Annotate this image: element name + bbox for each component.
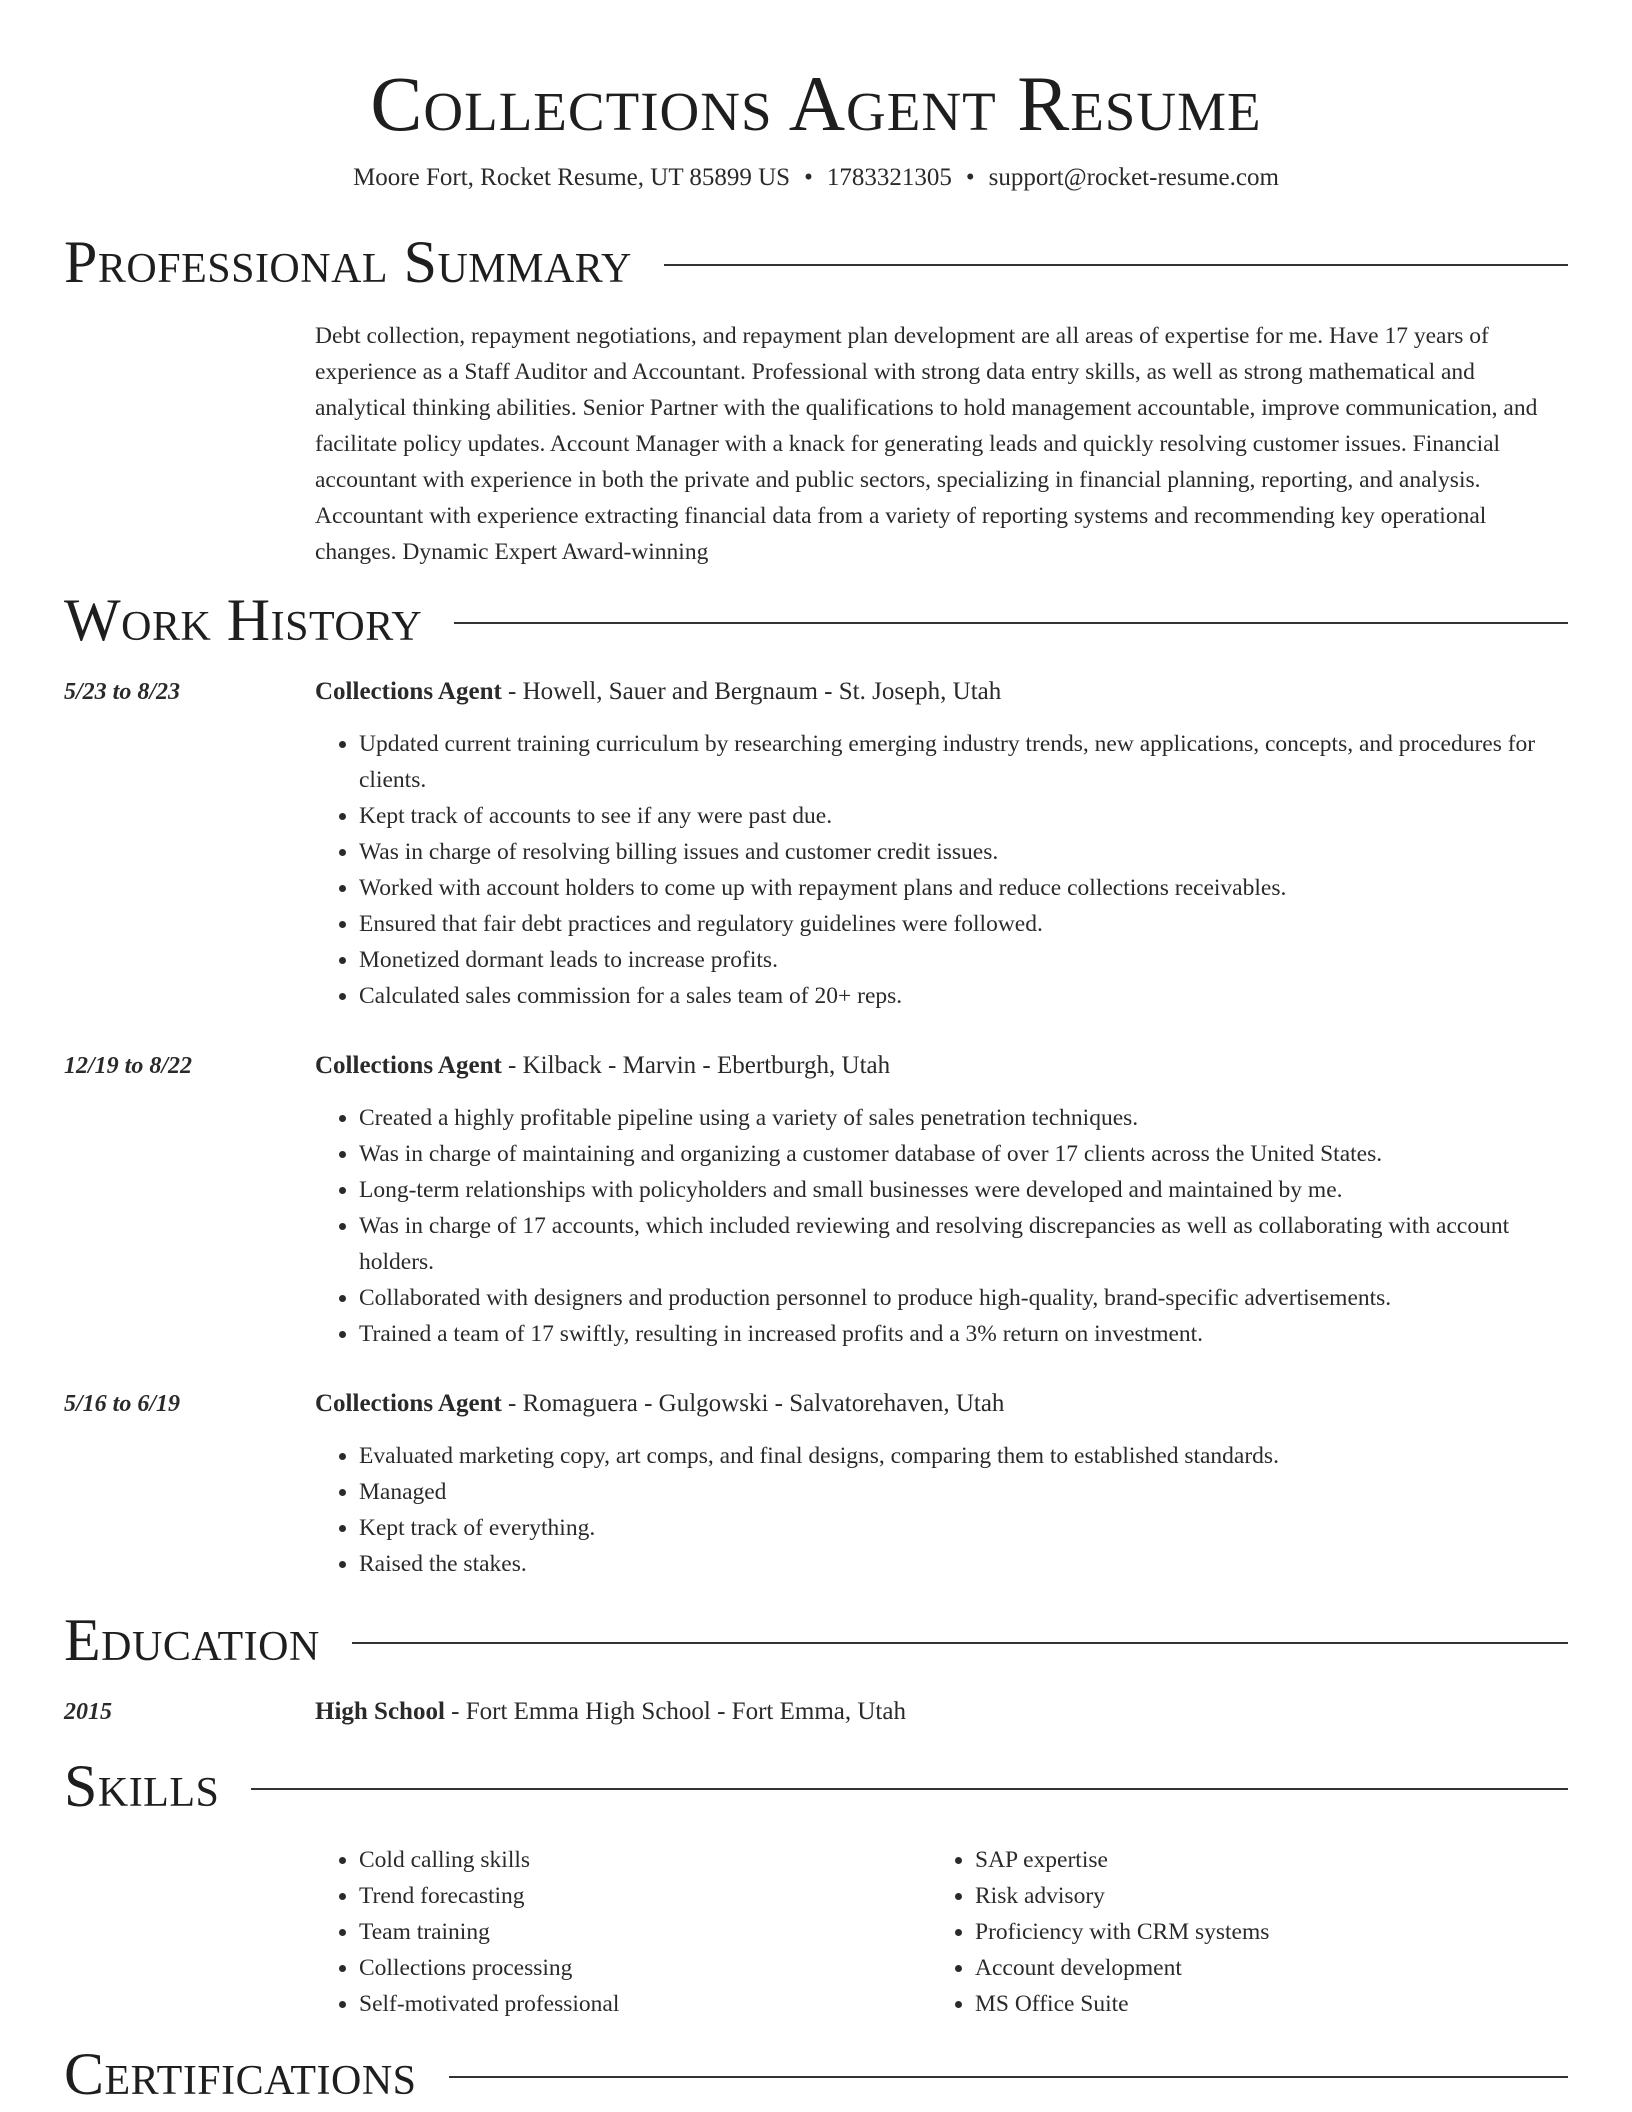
education-year: 2015 bbox=[64, 1699, 112, 1725]
skill-item: • Cold calling skills bbox=[359, 1842, 931, 1878]
list-item: • Was in charge of resolving billing issues and customer credit issues. bbox=[359, 834, 1568, 870]
job-title: Collections Agent bbox=[315, 1052, 502, 1079]
section-header-skills bbox=[64, 1754, 1568, 1818]
skill-item: • Account development bbox=[975, 1950, 1535, 1986]
job-dates: 5/23 to 8/23 bbox=[64, 679, 181, 705]
job-entry bbox=[64, 1386, 1568, 1582]
section-header-certifications bbox=[64, 2042, 1568, 2106]
section-title-summary: Professional Summary bbox=[64, 229, 632, 295]
skill-item: • Risk advisory bbox=[975, 1878, 1535, 1914]
skill-item: • SAP expertise bbox=[975, 1842, 1535, 1878]
job-dates: 5/16 to 6/19 bbox=[64, 1391, 181, 1417]
job-heading bbox=[315, 1386, 1568, 1422]
education-row bbox=[64, 1694, 1568, 1730]
skill-item: • Trend forecasting bbox=[359, 1878, 931, 1914]
section-divider bbox=[664, 264, 1568, 266]
list-item: • Monetized dormant leads to increase profits. bbox=[359, 942, 1568, 978]
skills-list-left bbox=[315, 1842, 931, 2022]
summary-paragraph: Debt collection, repayment negotiations, and repayment plan development are all areas of expertise for me. Have 17 years of experience as a Staff Auditor and Accountant. Professional with strong data entry skills, as well as strong mathematical and analytical thinking abilities. Senior Partner with the qualifications to hold management accountable, improve communication, and facilitate policy updates. Account Manager with a knack for generating leads and quickly resolving customer issues. Financial accountant with experience in both the private and public sectors, specializing in financial planning, reporting, and analysis. Accountant with experience extracting financial data from a variety of reporting systems and recommending key operational changes. Dynamic Expert Award-winning bbox=[315, 323, 1538, 565]
job-row bbox=[64, 1386, 1568, 1582]
contact-address: Moore Fort, Rocket Resume, UT 85899 US bbox=[353, 164, 791, 191]
job-title: Collections Agent bbox=[315, 1390, 502, 1417]
contact-separator: • bbox=[965, 164, 975, 191]
job-row bbox=[64, 1048, 1568, 1352]
section-title-education: Education bbox=[64, 1607, 320, 1673]
education-heading bbox=[315, 1694, 1568, 1730]
section-divider bbox=[454, 622, 1568, 624]
skill-item: • Proficiency with CRM systems bbox=[975, 1914, 1535, 1950]
job-dates: 12/19 to 8/22 bbox=[64, 1053, 193, 1079]
job-title: Collections Agent bbox=[315, 678, 502, 705]
job-content bbox=[315, 1048, 1568, 1352]
list-item: • Collaborated with designers and production personnel to produce high-quality, brand-specific advertisements. bbox=[359, 1280, 1568, 1316]
skill-item: • Team training bbox=[359, 1914, 931, 1950]
job-content bbox=[315, 674, 1568, 1014]
contact-line bbox=[64, 162, 1568, 194]
contact-email: support@rocket-resume.com bbox=[988, 164, 1279, 191]
list-item: • Kept track of everything. bbox=[359, 1510, 1568, 1546]
job-entry bbox=[64, 674, 1568, 1014]
skill-item: • MS Office Suite bbox=[975, 1986, 1535, 2022]
section-title-skills: Skills bbox=[64, 1753, 220, 1819]
section-title-work-history: Work History bbox=[64, 587, 423, 653]
contact-separator: • bbox=[804, 164, 813, 191]
job-row bbox=[64, 674, 1568, 1014]
job-heading bbox=[315, 1048, 1568, 1084]
list-item: • Was in charge of maintaining and organizing a customer database of over 17 clients across the United States. bbox=[359, 1136, 1568, 1172]
section-title-certifications: Certifications bbox=[64, 2041, 417, 2107]
list-item: • Kept track of accounts to see if any were past due. bbox=[359, 798, 1568, 834]
list-item: • Evaluated marketing copy, art comps, and final designs, comparing them to established standards. bbox=[359, 1438, 1568, 1474]
skill-item: • Self-motivated professional bbox=[359, 1986, 931, 2022]
section-header-summary bbox=[64, 230, 1568, 294]
job-employer: - Kilback - Marvin - Ebertburgh, Utah bbox=[501, 1052, 891, 1079]
job-entry bbox=[64, 1048, 1568, 1352]
job-bullets bbox=[315, 1100, 1568, 1352]
education-degree: High School bbox=[315, 1698, 445, 1725]
list-item: • Updated current training curriculum by researching emerging industry trends, new applications, concepts, and procedures for clients. bbox=[359, 726, 1568, 798]
section-divider bbox=[352, 1642, 1568, 1644]
job-employer: - Howell, Sauer and Bergnaum - St. Joseph, Utah bbox=[501, 678, 1002, 705]
list-item: • Managed bbox=[359, 1474, 1568, 1510]
education-school: - Fort Emma High School - Fort Emma, Utah bbox=[444, 1698, 906, 1725]
skills-grid bbox=[315, 1842, 1568, 2022]
section-header-work-history bbox=[64, 588, 1568, 652]
job-bullets bbox=[315, 726, 1568, 1014]
job-bullets bbox=[315, 1438, 1568, 1582]
list-item: • Long-term relationships with policyholders and small businesses were developed and maintained by me. bbox=[359, 1172, 1568, 1208]
job-content bbox=[315, 1386, 1568, 1582]
education-content bbox=[315, 1694, 1568, 1730]
job-employer: - Romaguera - Gulgowski - Salvatorehaven, Utah bbox=[501, 1390, 1005, 1417]
list-item: • Created a highly profitable pipeline using a variety of sales penetration techniques. bbox=[359, 1100, 1568, 1136]
section-divider bbox=[251, 1788, 1568, 1790]
list-item: • Trained a team of 17 swiftly, resulting in increased profits and a 3% return on investment. bbox=[359, 1316, 1568, 1352]
section-header-education bbox=[64, 1608, 1568, 1672]
skills-list-right bbox=[931, 1842, 1535, 2022]
list-item: • Ensured that fair debt practices and regulatory guidelines were followed. bbox=[359, 906, 1568, 942]
job-heading bbox=[315, 674, 1568, 710]
list-item: • Calculated sales commission for a sales team of 20+ reps. bbox=[359, 978, 1568, 1014]
list-item: • Was in charge of 17 accounts, which included reviewing and resolving discrepancies as well as collaborating with account holders. bbox=[359, 1208, 1568, 1280]
resume-page bbox=[64, 0, 1568, 2106]
skill-item: • Collections processing bbox=[359, 1950, 931, 1986]
list-item: • Raised the stakes. bbox=[359, 1546, 1568, 1582]
list-item: • Worked with account holders to come up with repayment plans and reduce collections receivables. bbox=[359, 870, 1568, 906]
page-title: Collections Agent Resume bbox=[370, 60, 1262, 147]
section-divider bbox=[449, 2076, 1568, 2078]
contact-phone: 1783321305 bbox=[826, 164, 952, 191]
